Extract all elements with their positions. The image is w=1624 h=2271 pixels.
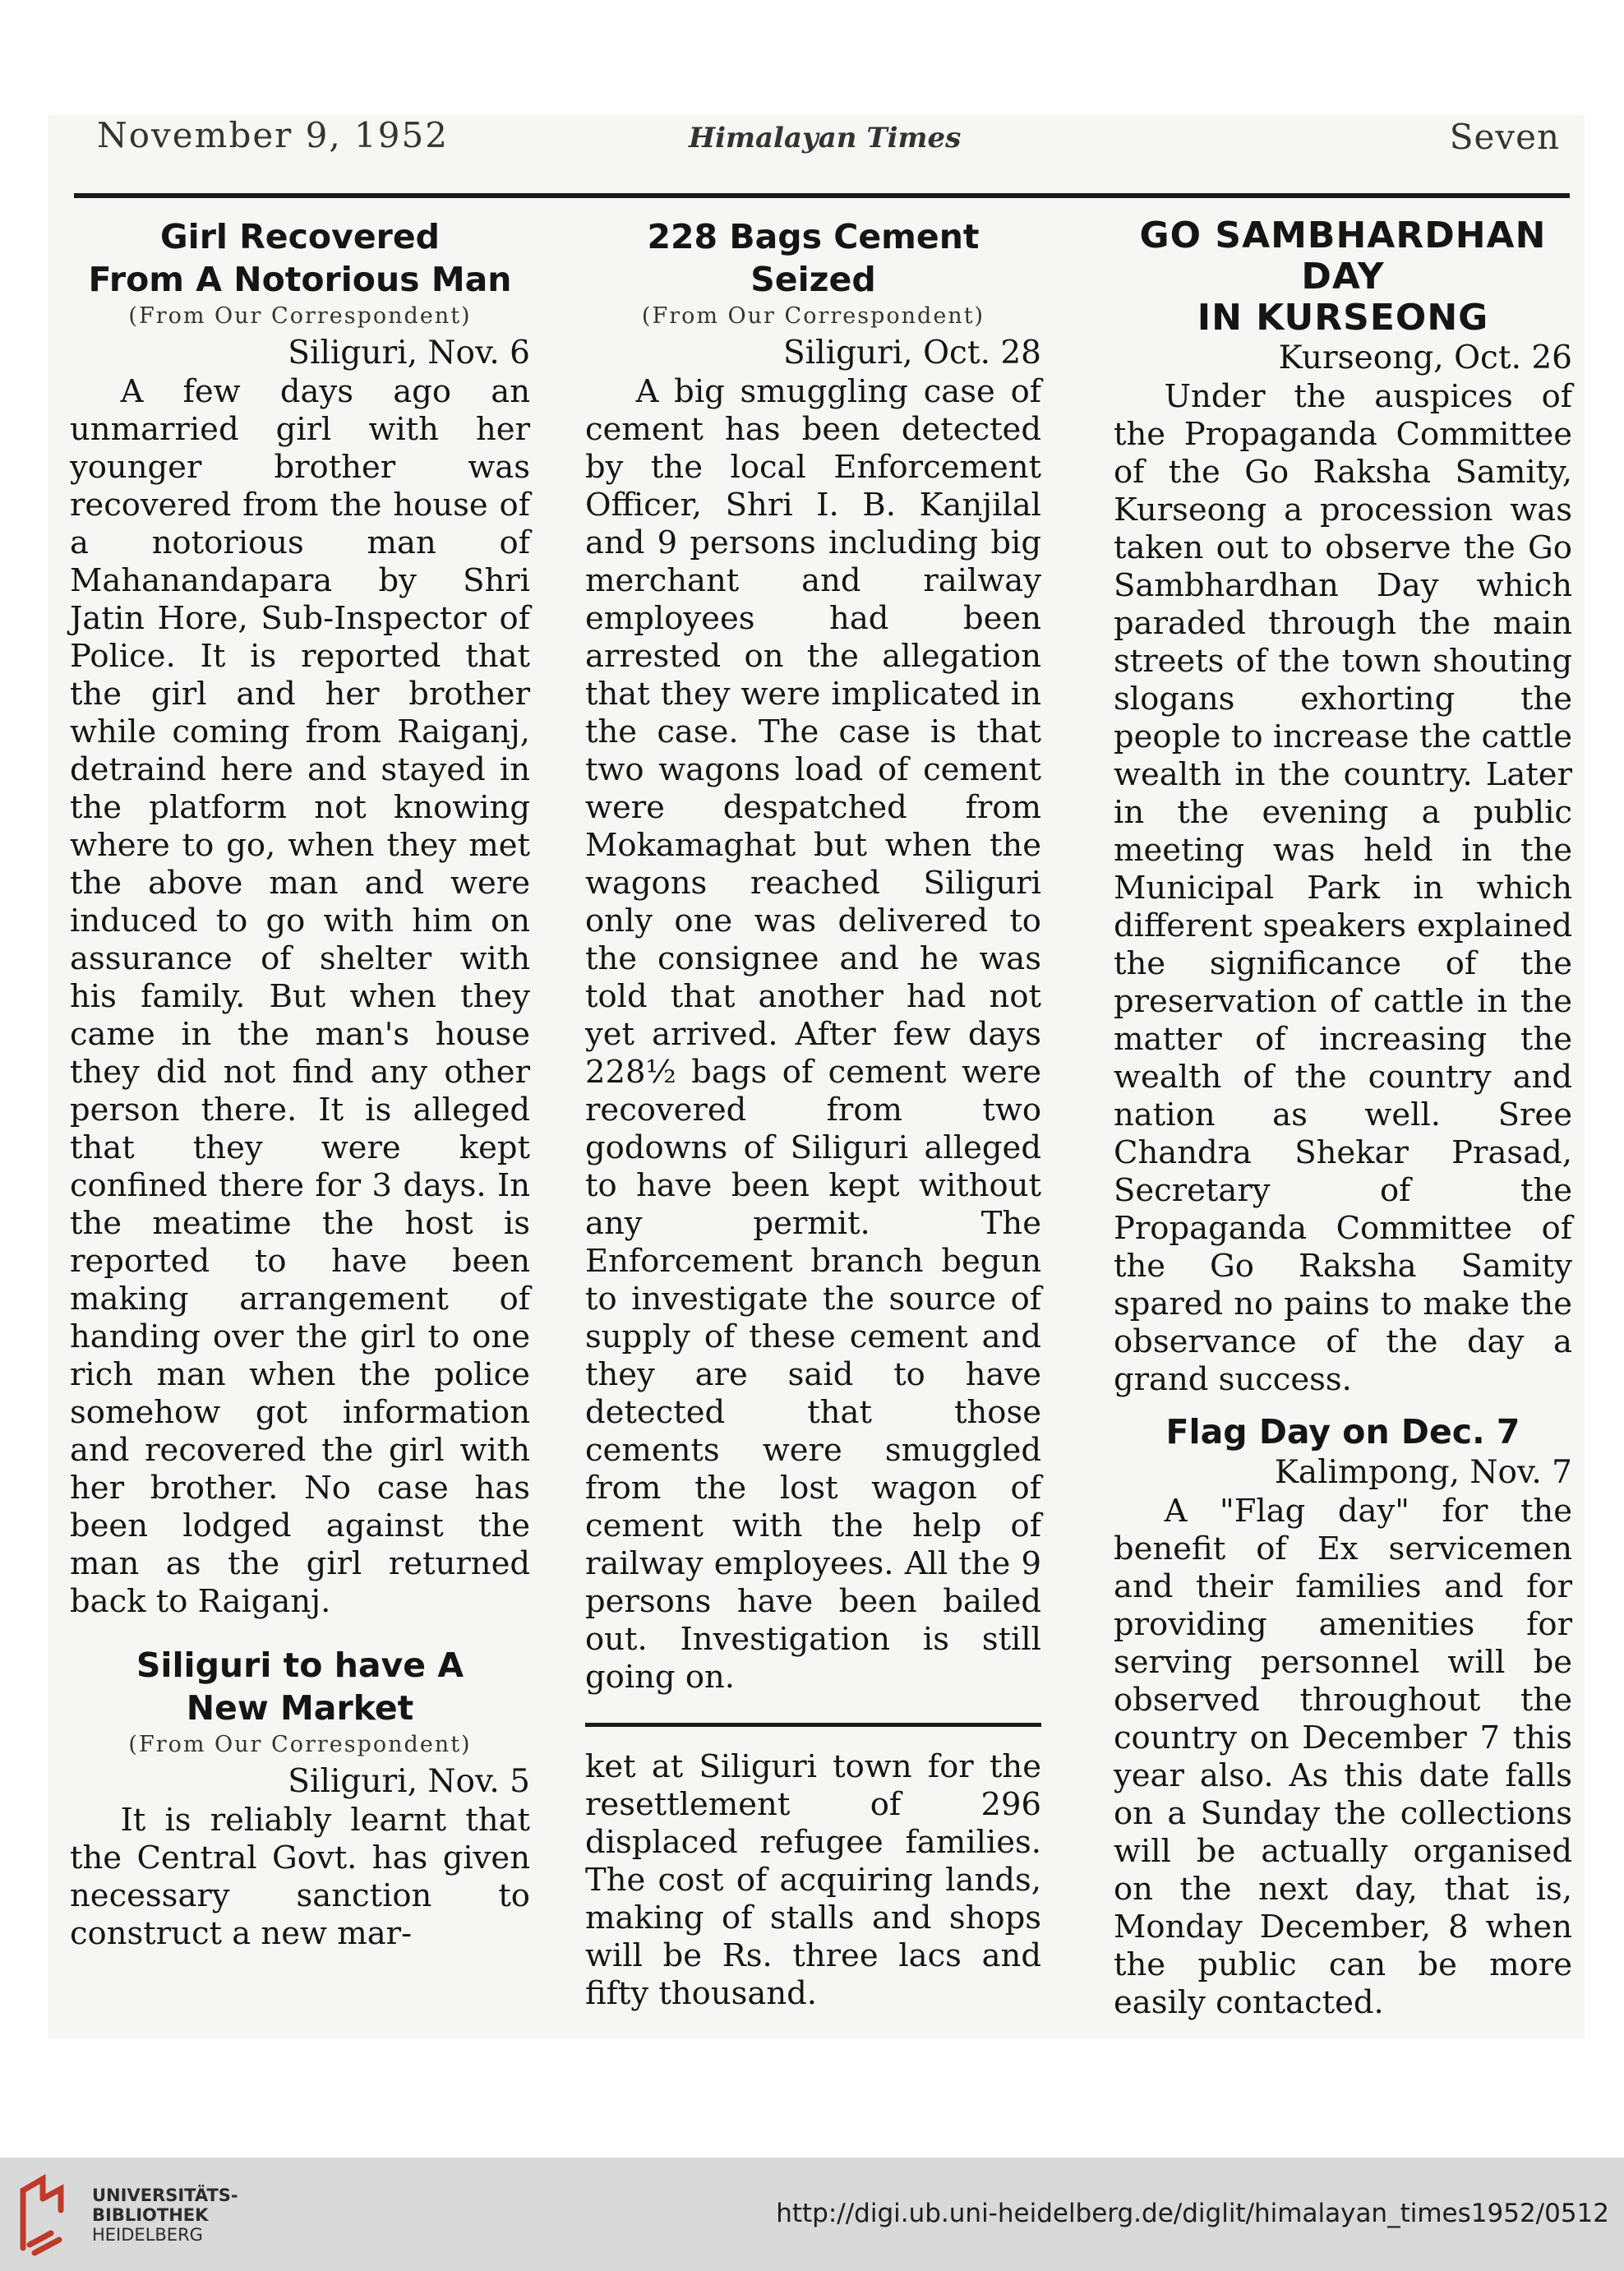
headline-flag-day: Flag Day on Dec. 7 bbox=[1165, 1412, 1520, 1452]
headline-girl-recovered-1: Girl Recovered bbox=[159, 217, 440, 256]
library-name bbox=[92, 2186, 238, 2245]
page-number: Seven bbox=[1449, 117, 1560, 157]
library-name-line: HEIDELBERG bbox=[92, 2225, 203, 2245]
library-footer bbox=[0, 2158, 1624, 2271]
column-2 bbox=[585, 215, 1041, 2013]
issue-date: November 9, 1952 bbox=[97, 115, 449, 155]
column-3 bbox=[1114, 215, 1572, 2022]
dateline: Siliguri, Nov. 6 bbox=[288, 335, 530, 372]
library-name-line: BIBLIOTHEK bbox=[92, 2205, 209, 2225]
column-1 bbox=[70, 215, 530, 1953]
byline: (From Our Correspondent) bbox=[128, 1732, 472, 1757]
headline-girl-recovered-2: From A Notorious Man bbox=[88, 260, 512, 299]
source-url-link[interactable]: http://digi.ub.uni-heidelberg.de/diglit/himalayan_times1952/0512 bbox=[776, 2199, 1609, 2228]
article-body: Under the auspices of the Propaganda Committee of the Go Raksha Samity, Kurseong a procession was taken out to observe the Go Sambhardhan Day which paraded through the main streets of the town shouting slogans exhorting the people to increase the cattle wealth in the country. Later in the evening a public meeting was held in the Municipal Park in which different speakers explained the significance of the preservation of cattle in the matter of increasing the wealth of the country and nation as well. Sree Chandra Shekar Prasad, Secretary of the Propaganda Committee of the Go Raksha Samity spared no pains to make the observance of the day a grand success. bbox=[1114, 378, 1572, 1398]
byline: (From Our Correspondent) bbox=[128, 303, 472, 329]
dateline: Kalimpong, Nov. 7 bbox=[1274, 1454, 1572, 1491]
article-body: It is reliably learnt that the Central Govt. has given necessary sanction to construct a new mar- bbox=[70, 1802, 530, 1952]
column-rule bbox=[585, 1723, 1041, 1727]
dateline: Siliguri, Oct. 28 bbox=[782, 335, 1041, 372]
library-name-line: UNIVERSITÄTS- bbox=[92, 2186, 238, 2205]
article-body: A "Flag day" for the benefit of Ex servicemen and their families and for providing amenities for serving personnel will be observed throughout the country on December 7 this year also. As this date falls on a Sunday the collections will be actually organised on the next day, that is, Monday December, 8 when the public can be more easily contacted. bbox=[1114, 1493, 1572, 2021]
article-body: A big smuggling case of cement has been detected by the local Enforcement Officer, Shri I. B. Kanjilal and 9 persons including big merchant and railway employees had been arrested on the allegation that they were implicated in the case. The case is that two wagons load of cement were despatched from Mokamaghat but when the wagons reached Siliguri only one was delivered to the consignee and he was told that another had not yet arrived. After few days 228½ bags of cement were recovered from two godowns of Siliguri alleged to have been kept without any permit. The Enforcement branch begun to investigate the source of supply of these cement and they are said to have detected that those cements were smuggled from the lost wagon of cement with the help of railway employees. All the 9 persons have been bailed out. Investigation is still going on. bbox=[585, 373, 1041, 1696]
paper-title: Himalayan Times bbox=[689, 122, 962, 155]
masthead bbox=[48, 115, 1585, 189]
headline-go-sambhardhan-2: IN KURSEONG bbox=[1197, 297, 1489, 339]
masthead-rule bbox=[74, 193, 1570, 198]
dateline: Siliguri, Nov. 5 bbox=[288, 1763, 530, 1800]
article-continuation: ket at Siliguri town for the resettlement of 296 displaced refugee families. The cost of acquiring lands, making of stalls and shops will be Rs. three lacs and fifty thousand. bbox=[585, 1748, 1041, 2012]
byline: (From Our Correspondent) bbox=[641, 303, 985, 329]
headline-new-market-2: New Market bbox=[186, 1688, 414, 1728]
library-logo-icon bbox=[18, 2174, 77, 2256]
headline-go-sambhardhan-1: GO SAMBHARDHAN DAY bbox=[1139, 215, 1547, 298]
dateline: Kurseong, Oct. 26 bbox=[1278, 339, 1572, 376]
headline-new-market-1: Siliguri to have A bbox=[136, 1646, 464, 1685]
headline-cement-seized: 228 Bags Cement Seized bbox=[647, 217, 980, 299]
article-body: A few days ago an unmarried girl with her younger brother was recovered from the house of a notorious man of Mahanandapara by Shri Jatin Hore, Sub-Inspector of Police. It is reported that the girl and her brother while coming from Raiganj, detraind here and stayed in the platform not knowing where to go, when they met the above man and were induced to go with him on assurance of shelter with his family. But when they came in the man's house they did not find any other person there. It is alleged that they were kept confined there for 3 days. In the meatime the host is reported to have been making arrangement of handing over the girl to one rich man when the police somehow got information and recovered the girl with her brother. No case has been lodged against the man as the girl returned back to Raiganj. bbox=[70, 373, 530, 1620]
